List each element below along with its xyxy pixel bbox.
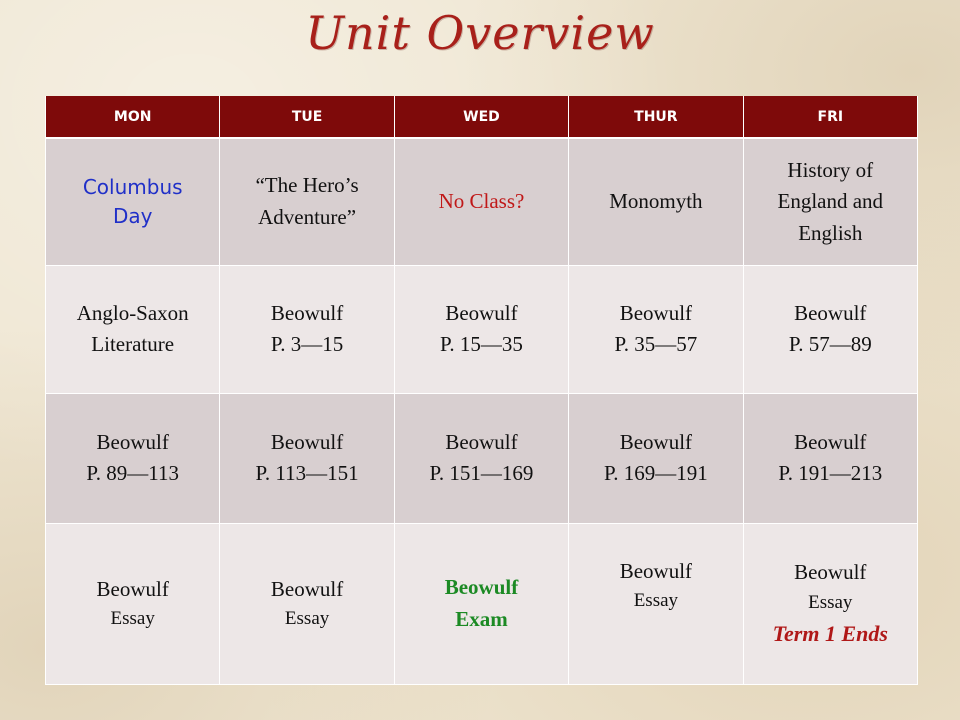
cell-line: P. 3—15 <box>270 332 344 356</box>
cell-line: Beowulf <box>270 576 344 601</box>
cell-line: P. 169—191 <box>603 461 708 485</box>
cell-line: Beowulf <box>270 300 344 325</box>
cell-thur <box>569 138 743 265</box>
cell-tue <box>220 393 394 523</box>
table-row <box>46 138 918 265</box>
table-row <box>46 265 918 393</box>
cell-line: P. 151—169 <box>429 461 534 485</box>
cell-line: Essay <box>808 591 853 613</box>
cell-wed <box>394 393 568 523</box>
cell-line: Day <box>112 203 153 228</box>
header-mon: MON <box>46 96 220 138</box>
cell-line: “The Hero’s <box>255 173 359 198</box>
cell-line: Literature <box>91 332 175 356</box>
cell-line: Beowulf <box>445 429 518 454</box>
cell-line: Adventure” <box>258 204 357 229</box>
cell-line: P. 35—57 <box>614 332 698 356</box>
cell-line: Essay <box>284 608 330 629</box>
cell-wed <box>394 138 568 265</box>
cell-line: Columbus <box>82 174 183 199</box>
slide-title: Unit Overview <box>305 6 655 60</box>
cell-fri <box>743 265 917 393</box>
cell-line: Beowulf <box>794 429 867 454</box>
cell-line: Essay <box>633 590 679 611</box>
cell-line: Beowulf <box>794 300 867 325</box>
cell-line: English <box>798 220 863 245</box>
cell-mon <box>46 393 220 523</box>
cell-fri <box>743 393 917 523</box>
cell-tue <box>220 265 394 393</box>
cell-wed <box>394 523 568 684</box>
header-thur: THUR <box>569 96 743 138</box>
cell-line: Anglo-Saxon <box>76 300 189 325</box>
cell-mon <box>46 523 220 684</box>
cell-line: England and <box>777 189 884 213</box>
cell-line: No Class? <box>438 189 525 213</box>
header-row <box>46 96 918 138</box>
cell-line: Beowulf <box>445 300 518 325</box>
cell-line: Beowulf <box>96 576 169 601</box>
cell-line: History of <box>787 157 874 182</box>
cell-line: Exam <box>455 606 508 631</box>
header-tue: TUE <box>220 96 394 138</box>
unit-schedule-table <box>45 96 918 685</box>
cell-line: Beowulf <box>96 429 169 454</box>
table-row <box>46 523 918 684</box>
cell-line: P. 15—35 <box>440 332 523 356</box>
header-fri: FRI <box>743 96 917 138</box>
cell-line: Essay <box>110 608 155 629</box>
cell-line: Beowulf <box>619 558 693 583</box>
cell-thur <box>569 523 743 684</box>
cell-tue <box>220 138 394 265</box>
cell-line: P. 191—213 <box>778 461 883 485</box>
cell-mon <box>46 265 220 393</box>
cell-mon <box>46 138 220 265</box>
header-wed: WED <box>394 96 568 138</box>
cell-line: Beowulf <box>270 429 344 454</box>
table-row <box>46 393 918 523</box>
cell-line: Beowulf <box>794 560 867 584</box>
cell-wed <box>394 265 568 393</box>
cell-fri <box>743 523 917 684</box>
term-end-label: Term 1 Ends <box>772 621 888 646</box>
cell-line: Monomyth <box>609 189 703 213</box>
cell-line: Beowulf <box>444 575 519 599</box>
cell-thur <box>569 265 743 393</box>
cell-line: P. 57—89 <box>788 332 872 356</box>
cell-thur <box>569 393 743 523</box>
cell-fri <box>743 138 917 265</box>
cell-line: P. 113—151 <box>255 461 359 485</box>
cell-line: P. 89—113 <box>86 461 179 485</box>
cell-line: Beowulf <box>619 300 693 325</box>
cell-tue <box>220 523 394 684</box>
cell-line: Beowulf <box>619 429 693 454</box>
